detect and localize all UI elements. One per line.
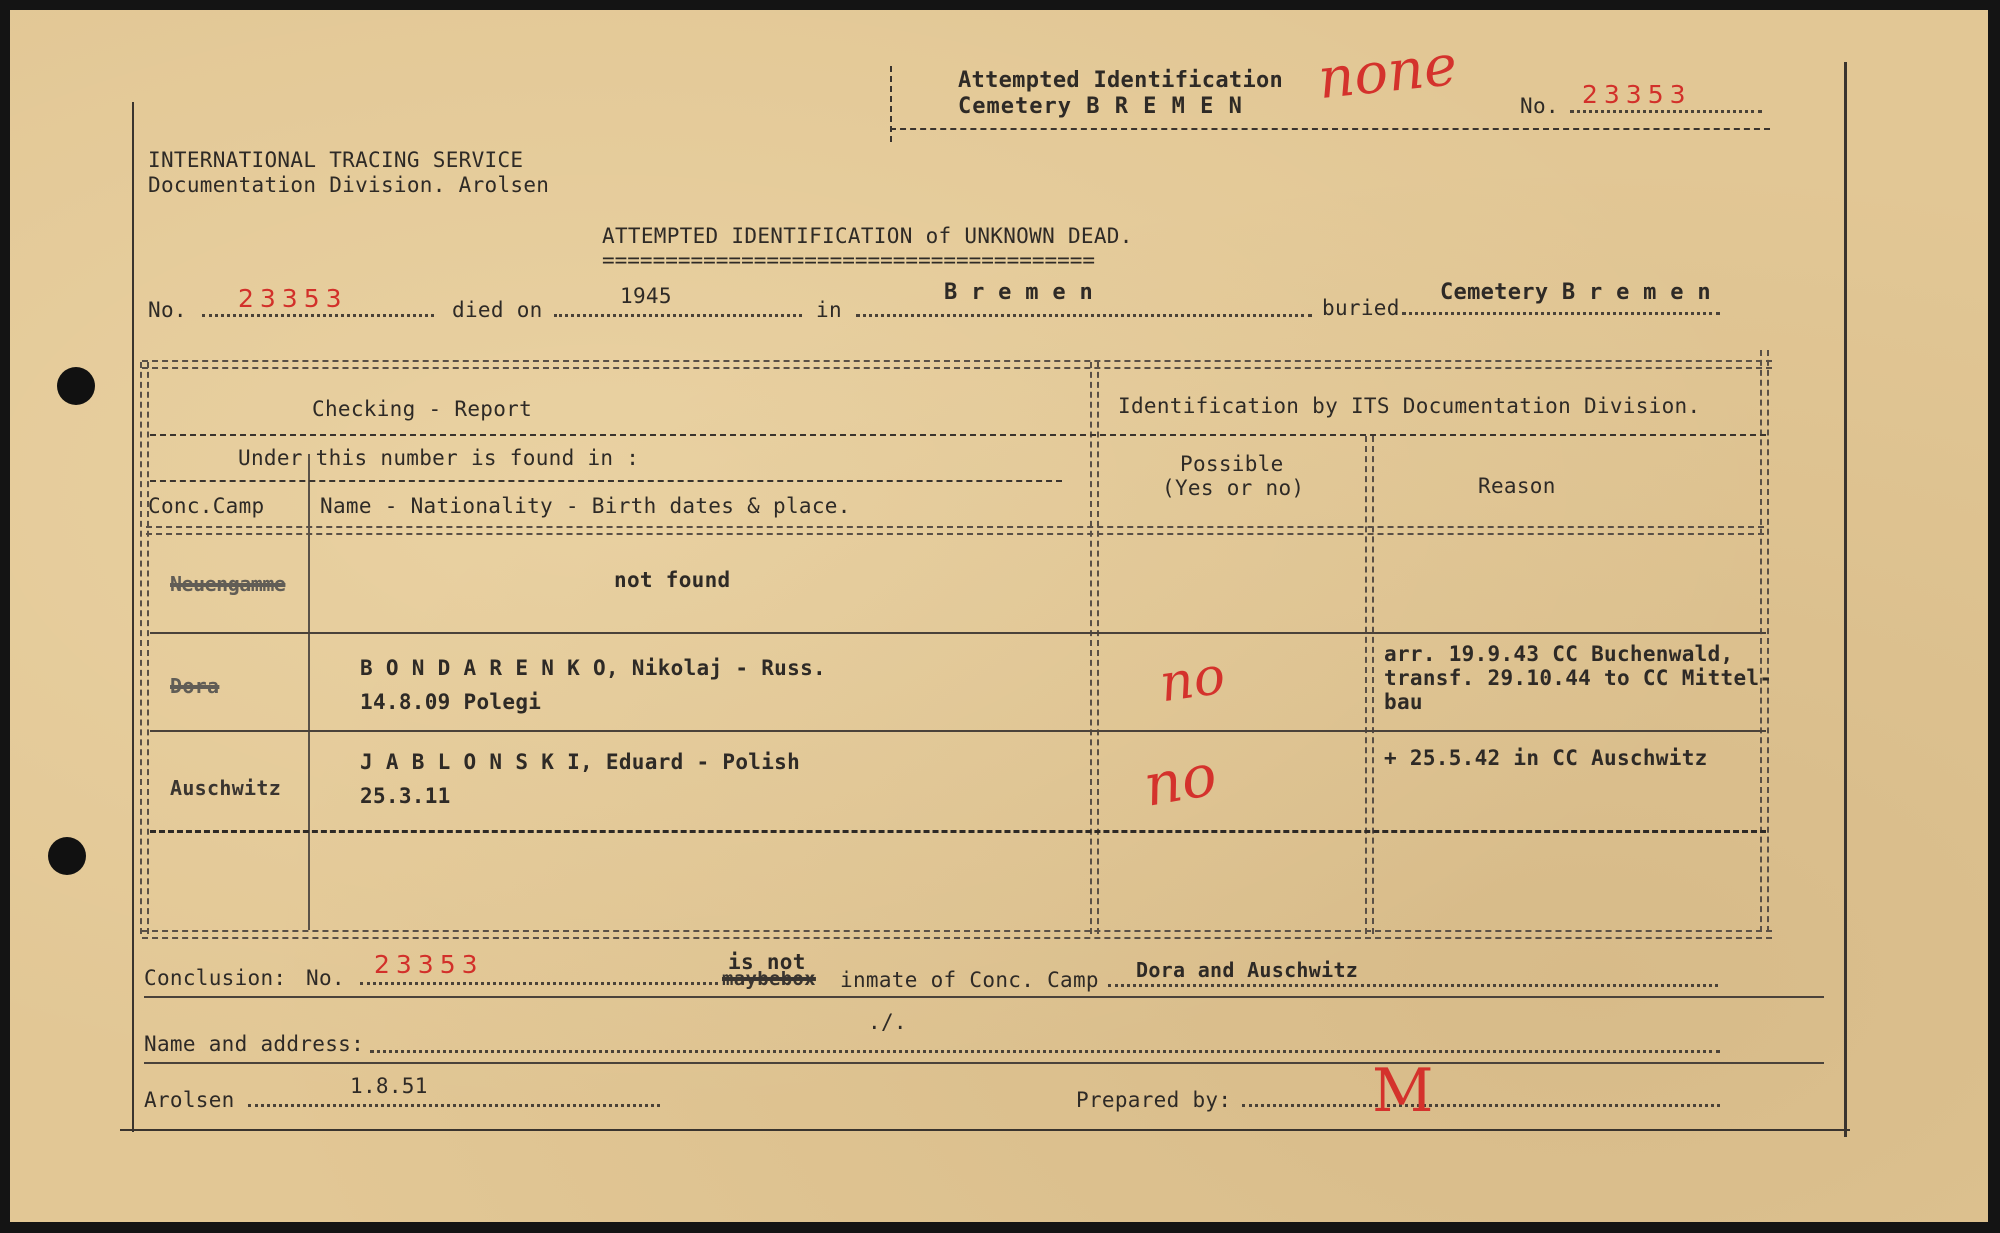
table-possible-divider [1365, 436, 1374, 934]
row-3-possible: no [1138, 740, 1222, 820]
conclusion-label: Conclusion: [144, 966, 287, 990]
died-label: died on [452, 298, 543, 322]
conclusion-no-dots [360, 982, 718, 985]
table-right-border [1760, 350, 1769, 932]
row-3-name-line-2: 25.3.11 [360, 784, 451, 808]
table-left-border [140, 362, 149, 934]
row-2-possible: no [1156, 645, 1229, 715]
header-bottom-border [146, 526, 1764, 535]
col-header-possible-2: (Yes or no) [1162, 476, 1305, 500]
name-address-dots [370, 1050, 1720, 1053]
stamp-bottom-border [890, 128, 1770, 130]
document-title: ATTEMPTED IDENTIFICATION of UNKNOWN DEAD. [602, 224, 1133, 248]
title-underline: ======================================= [602, 248, 1096, 272]
identification-header: Identification by ITS Documentation Division. [1118, 394, 1701, 418]
buried-value: Cemetery B r e m e n [1440, 280, 1711, 305]
prepared-by-dots [1242, 1104, 1720, 1107]
stamp-no-value: 23353 [1582, 80, 1692, 109]
row-3-reason: + 25.5.42 in CC Auschwitz [1384, 746, 1708, 770]
stamp-line-2: Cemetery B R E M E N [958, 94, 1243, 119]
in-dots [856, 314, 1312, 317]
prepared-by-label: Prepared by: [1076, 1088, 1232, 1112]
died-value: 1945 [620, 284, 672, 308]
table-bottom-border [142, 930, 1772, 939]
stamp-no-dots [1570, 110, 1762, 113]
footer-date: 1.8.51 [350, 1074, 428, 1098]
frame-bottom-line [120, 1129, 1850, 1131]
row-2-name-line-1: B O N D A R E N K O, Nikolaj - Russ. [360, 656, 826, 680]
died-dots [554, 314, 802, 317]
org-name: INTERNATIONAL TRACING SERVICE [148, 148, 524, 172]
row-3-camp: Auschwitz [170, 776, 282, 800]
frame-left-line [132, 102, 134, 1132]
record-no-dots [202, 314, 434, 317]
under-number-label: Under this number is found in : [238, 446, 640, 470]
col-header-reason: Reason [1478, 474, 1556, 498]
prepared-by-initial: M [1372, 1056, 1434, 1126]
col-header-name: Name - Nationality - Birth dates & place. [320, 494, 851, 518]
row-divider-5 [150, 830, 1766, 833]
in-value: B r e m e n [944, 280, 1093, 305]
row-divider-1 [150, 434, 1766, 436]
stamp-handwritten-none: none [1314, 32, 1461, 113]
footer-place: Arolsen [144, 1088, 235, 1112]
footer-date-dots [248, 1104, 660, 1107]
row-1-name: not found [614, 568, 731, 592]
name-address-label: Name and address: [144, 1032, 365, 1056]
row-divider-2 [150, 480, 1062, 482]
in-label: in [816, 298, 842, 322]
record-no-label: No. [148, 298, 187, 322]
stamp-left-border [890, 66, 892, 142]
row-2-reason-line-2: transf. 29.10.44 to CC Mittel- [1384, 666, 1773, 690]
conclusion-underline [144, 996, 1824, 998]
conclusion-is-not: is not [728, 950, 806, 974]
table-top-border [142, 360, 1772, 369]
stamp-no-label: No. [1520, 94, 1559, 118]
conclusion-no-label: No. [306, 966, 345, 990]
record-no-value: 23353 [238, 284, 348, 313]
stamp-line-1: Attempted Identification [958, 68, 1284, 93]
row-2-reason-line-1: arr. 19.9.43 CC Buchenwald, [1384, 642, 1734, 666]
conclusion-no-value: 23353 [374, 950, 484, 979]
row-divider-4 [150, 730, 1766, 732]
row-divider-3 [150, 632, 1766, 634]
punch-hole-bottom [48, 837, 86, 875]
table-middle-divider [1090, 362, 1099, 934]
conclusion-camp-dots [1108, 984, 1718, 987]
document-card [10, 10, 1988, 1222]
row-2-reason-line-3: bau [1384, 690, 1423, 714]
row-2-name-line-2: 14.8.09 Polegi [360, 690, 542, 714]
punch-hole-top [57, 367, 95, 405]
row-1-camp: Neuengamme [170, 572, 286, 596]
name-address-value: ./. [868, 1010, 907, 1034]
buried-dots [1402, 312, 1720, 315]
conclusion-camp-value: Dora and Auschwitz [1136, 958, 1359, 982]
buried-label: buried [1322, 296, 1400, 320]
col-header-camp: Conc.Camp [148, 494, 265, 518]
conclusion-struck-word: maybebox [722, 968, 816, 990]
row-3-name-line-1: J A B L O N S K I, Eduard - Polish [360, 750, 801, 774]
name-address-underline [144, 1062, 1824, 1064]
conclusion-inmate-text: inmate of Conc. Camp [840, 968, 1099, 992]
row-2-camp: Dora [170, 674, 220, 698]
col-header-possible-1: Possible [1180, 452, 1284, 476]
checking-report-header: Checking - Report [312, 397, 533, 421]
division-name: Documentation Division. Arolsen [148, 173, 550, 197]
frame-right-line [1844, 62, 1847, 1137]
